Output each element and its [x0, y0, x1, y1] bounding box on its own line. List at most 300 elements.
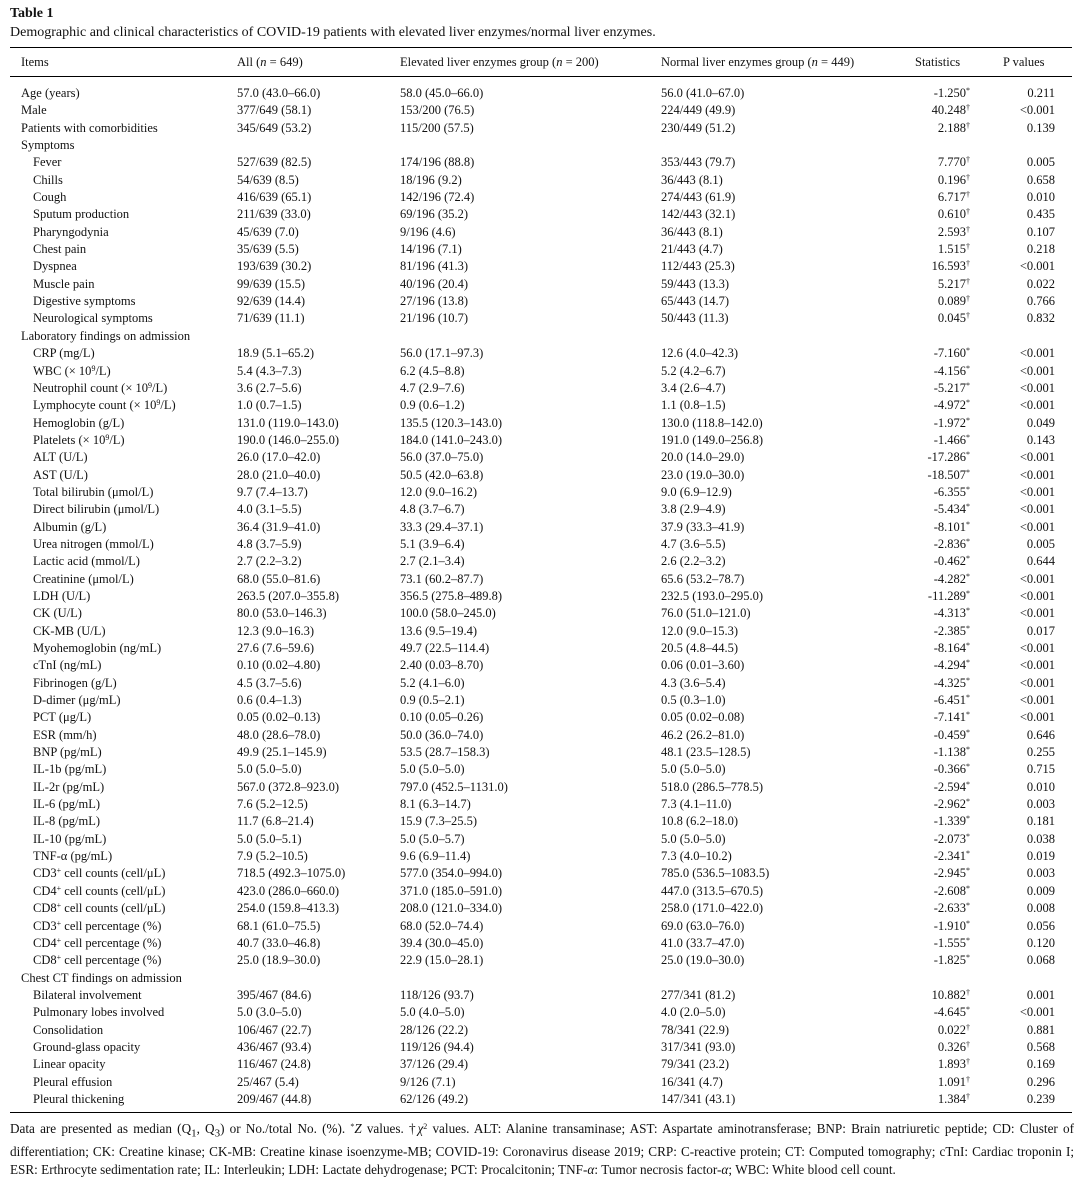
- cell-all: 416/639 (65.1): [237, 190, 312, 205]
- cell-p-value: 0.009: [1026, 883, 1055, 898]
- row-item: CRP (mg/L): [33, 346, 95, 361]
- cell-statistic: -2.945*: [933, 866, 970, 881]
- cell-statistic: -1.339*: [933, 814, 970, 829]
- cell-all: 27.6 (7.6–59.6): [237, 641, 315, 655]
- cell-normal: 5.0 (5.0–5.0): [661, 831, 726, 846]
- cell-p-value: 0.296: [1026, 1074, 1055, 1089]
- table-row: [10, 692, 1072, 709]
- table-row: [10, 865, 1072, 882]
- row-item: Muscle pain: [33, 276, 95, 291]
- cell-normal: 46.2 (26.2–81.0): [661, 727, 745, 742]
- cell-normal: 16/341 (4.7): [661, 1074, 723, 1089]
- row-item: Male: [21, 103, 47, 118]
- table-row: [10, 987, 1072, 1004]
- cell-normal: 230/449 (51.2): [661, 120, 736, 135]
- cell-p-value: 0.010: [1026, 190, 1055, 205]
- cell-statistic: -5.434*: [933, 502, 970, 517]
- cell-p-value: 0.169: [1026, 1057, 1055, 1072]
- row-item: IL-1b (pg/mL): [33, 762, 107, 777]
- cell-normal: 5.2 (4.2–6.7): [661, 363, 726, 378]
- row-item: Chest CT findings on admission: [21, 970, 182, 985]
- cell-elevated: 21/196 (10.7): [400, 311, 469, 326]
- cell-all: 80.0 (53.0–146.3): [237, 606, 327, 621]
- header-normal-group: Normal liver enzymes group (n = 449): [661, 55, 855, 69]
- cell-normal: 9.0 (6.9–12.9): [661, 484, 732, 499]
- table-footnote: Data are presented as median ($Q_1$, $Q_3$) or No./total No. (%). *Z values. $\dagger\chi^2$ values. ALT: Alanine transaminase; AST: Aspartate aminotransferase; BNP: Brain natriuretic peptide; CD: Cluster of differentiation; CK: Creatine kinase; CK-MB: Creatine kinase isoenzyme-MB; COVID-19: Coronavirus disease 2019; CRP: C-reactive protein; CT: Computed tomography; cTnI: Cardiac troponin I; ESR: Erthrocyte sedimentation rate; IL: Interleukin; LDH: Lactate dehydrogenase; PCT: Procalcitonin; TNF-α: Tumor necrosis factor-α; WBC: White blood cell count.: [10, 1121, 1074, 1177]
- cell-elevated: 68.0 (52.0–74.4): [400, 918, 484, 933]
- cell-p-value: 0.646: [1026, 727, 1055, 742]
- cell-p-value: 0.049: [1026, 415, 1055, 430]
- cell-p-value: <0.001: [1019, 606, 1055, 621]
- cell-p-value: <0.001: [1019, 1005, 1055, 1020]
- cell-p-value: 0.003: [1026, 866, 1055, 881]
- cell-statistic: -8.101*: [933, 519, 970, 534]
- table-row: [10, 345, 1072, 362]
- row-item: Myohemoglobin (ng/mL): [33, 641, 162, 655]
- cell-statistic: -0.459*: [933, 727, 970, 742]
- row-item: Fever: [33, 155, 62, 170]
- row-item: Patients with comorbidities: [21, 120, 158, 135]
- cell-elevated: 2.7 (2.1–3.4): [400, 554, 465, 569]
- header-elevated-group: Elevated liver enzymes group (n = 200): [400, 55, 599, 69]
- row-item: IL-2r (pg/mL): [33, 779, 105, 794]
- row-item: CD4+ cell percentage (%): [33, 935, 162, 950]
- cell-normal: 112/443 (25.3): [661, 259, 735, 274]
- row-item: Ground-glass opacity: [33, 1039, 141, 1054]
- cell-elevated: 73.1 (60.2–87.7): [400, 571, 484, 586]
- header-statistics: Statistics: [915, 55, 961, 69]
- row-item: Pharyngodynia: [33, 224, 109, 239]
- row-item: AST (U/L): [33, 467, 88, 482]
- cell-normal: 0.06 (0.01–3.60): [661, 658, 745, 673]
- table-row: [10, 553, 1072, 570]
- row-item: cTnI (ng/mL): [33, 658, 102, 673]
- cell-all: 40.7 (33.0–46.8): [237, 935, 321, 950]
- row-item: Fibrinogen (g/L): [33, 675, 117, 690]
- table-row: [10, 206, 1072, 223]
- cell-statistic: -8.164*: [933, 641, 970, 655]
- cell-all: 131.0 (119.0–143.0): [237, 415, 339, 430]
- cell-p-value: 0.019: [1026, 849, 1055, 864]
- cell-normal: 21/443 (4.7): [661, 242, 723, 257]
- cell-statistic: -1.138*: [933, 745, 970, 760]
- row-item: Lactic acid (mmol/L): [33, 554, 140, 569]
- section-row: [10, 970, 1072, 987]
- cell-all: 116/467 (24.8): [237, 1057, 311, 1072]
- row-item: CK-MB (U/L): [33, 623, 106, 638]
- cell-normal: 317/341 (93.0): [661, 1039, 736, 1054]
- cell-elevated: 208.0 (121.0–334.0): [400, 901, 503, 916]
- cell-statistic: -2.633*: [933, 901, 970, 916]
- cell-normal: 59/443 (13.3): [661, 276, 730, 291]
- cell-statistic: -4.294*: [933, 658, 970, 673]
- row-item: Chills: [33, 172, 63, 187]
- table-row: [10, 1074, 1072, 1091]
- cell-normal: 20.0 (14.0–29.0): [661, 450, 745, 465]
- cell-statistic: 0.089†: [937, 294, 970, 309]
- cell-normal: 79/341 (23.2): [661, 1057, 730, 1072]
- cell-statistic: -6.451*: [933, 693, 970, 708]
- cell-elevated: 50.0 (36.0–74.0): [400, 727, 484, 742]
- row-item: Age (years): [21, 86, 80, 100]
- cell-normal: 69.0 (63.0–76.0): [661, 918, 745, 933]
- cell-p-value: <0.001: [1019, 346, 1055, 361]
- cell-normal: 0.05 (0.02–0.08): [661, 710, 745, 725]
- cell-normal: 7.3 (4.0–10.2): [661, 849, 732, 864]
- cell-all: 395/467 (84.6): [237, 987, 312, 1002]
- table-row: [10, 935, 1072, 952]
- row-item: Bilateral involvement: [33, 987, 142, 1002]
- cell-statistic: -4.325*: [933, 675, 970, 690]
- table-row: [10, 258, 1072, 275]
- cell-elevated: 9/196 (4.6): [400, 224, 456, 239]
- cell-statistic: -17.286*: [927, 450, 970, 465]
- table-row: [10, 727, 1072, 744]
- row-item: CD3+ cell percentage (%): [33, 918, 162, 933]
- cell-elevated: 33.3 (29.4–37.1): [400, 519, 484, 534]
- table-row: [10, 154, 1072, 171]
- bottom-rule: [10, 1112, 1072, 1113]
- row-item: Digestive symptoms: [33, 294, 136, 309]
- cell-statistic: -2.594*: [933, 779, 970, 794]
- cell-p-value: <0.001: [1019, 380, 1055, 395]
- cell-statistic: 1.515†: [937, 242, 970, 257]
- table-row: [10, 484, 1072, 501]
- row-item: BNP (pg/mL): [33, 745, 102, 760]
- row-item: PCT (μg/L): [33, 710, 92, 725]
- cell-normal: 7.3 (4.1–11.0): [661, 797, 732, 812]
- cell-normal: 4.7 (3.6–5.5): [661, 536, 726, 551]
- cell-statistic: -1.250*: [933, 86, 970, 100]
- cell-statistic: 0.045†: [937, 311, 970, 326]
- row-item: CD8+ cell percentage (%): [33, 953, 162, 968]
- cell-elevated: 12.0 (9.0–16.2): [400, 484, 478, 499]
- row-item: Pleural thickening: [33, 1091, 125, 1106]
- cell-elevated: 58.0 (45.0–66.0): [400, 86, 484, 100]
- table-row: [10, 1022, 1072, 1039]
- cell-all: 5.0 (5.0–5.1): [237, 831, 302, 846]
- cell-statistic: 10.882†: [931, 987, 970, 1002]
- cell-p-value: 0.003: [1026, 797, 1055, 812]
- cell-normal: 274/443 (61.9): [661, 190, 736, 205]
- row-item: Neutrophil count (× $10^9/L$): [33, 380, 168, 395]
- row-item: LDH (U/L): [33, 588, 91, 603]
- cell-normal: 4.0 (2.0–5.0): [661, 1005, 726, 1020]
- header-items: Items: [21, 55, 49, 69]
- cell-p-value: 0.181: [1026, 814, 1055, 829]
- cell-normal: 25.0 (19.0–30.0): [661, 953, 745, 968]
- cell-normal: 41.0 (33.7–47.0): [661, 935, 745, 950]
- cell-p-value: 0.010: [1026, 779, 1055, 794]
- cell-statistic: 2.593†: [937, 224, 970, 239]
- row-item: Dyspnea: [33, 259, 77, 274]
- cell-all: 436/467 (93.4): [237, 1039, 312, 1054]
- cell-all: 527/639 (82.5): [237, 155, 312, 170]
- row-item: Total bilirubin (μmol/L): [33, 484, 154, 499]
- row-item: Pulmonary lobes involved: [33, 1005, 165, 1020]
- cell-statistic: -6.355*: [933, 484, 970, 499]
- table-label: Table 1: [10, 6, 54, 21]
- cell-all: 5.4 (4.3–7.3): [237, 363, 302, 378]
- cell-statistic: -1.825*: [933, 953, 970, 968]
- cell-elevated: 135.5 (120.3–143.0): [400, 415, 503, 430]
- cell-elevated: 39.4 (30.0–45.0): [400, 935, 484, 950]
- cell-normal: 5.0 (5.0–5.0): [661, 762, 726, 777]
- cell-elevated: 50.5 (42.0–63.8): [400, 467, 484, 482]
- cell-statistic: -2.962*: [933, 797, 970, 812]
- cell-normal: 56.0 (41.0–67.0): [661, 86, 745, 100]
- cell-statistic: -5.217*: [933, 380, 970, 395]
- cell-statistic: -4.282*: [933, 571, 970, 586]
- table-row: [10, 310, 1072, 327]
- cell-p-value: <0.001: [1019, 363, 1055, 378]
- cell-normal: 65/443 (14.7): [661, 294, 730, 309]
- row-item: ALT (U/L): [33, 450, 88, 465]
- cell-p-value: 0.715: [1026, 762, 1055, 777]
- cell-elevated: 4.7 (2.9–7.6): [400, 380, 465, 395]
- row-item: CD4+ cell counts (cell/μL): [33, 883, 166, 898]
- table-row: [10, 293, 1072, 310]
- cell-elevated: 62/126 (49.2): [400, 1091, 469, 1106]
- table-row: [10, 813, 1072, 830]
- cell-all: 423.0 (286.0–660.0): [237, 883, 340, 898]
- row-item: D-dimer (μg/mL): [33, 693, 121, 708]
- table-caption: Demographic and clinical characteristics of COVID-19 patients with elevated liver enzymes/normal liver enzymes.: [10, 25, 656, 40]
- cell-all: 92/639 (14.4): [237, 294, 306, 309]
- cell-elevated: 14/196 (7.1): [400, 242, 462, 257]
- section-row: [10, 137, 1072, 154]
- row-item: IL-10 (pg/mL): [33, 831, 107, 846]
- table-row: [10, 276, 1072, 293]
- cell-all: 48.0 (28.6–78.0): [237, 727, 321, 742]
- row-item: Creatinine (μmol/L): [33, 571, 134, 586]
- table-row: [10, 102, 1072, 119]
- cell-elevated: 53.5 (28.7–158.3): [400, 745, 490, 760]
- cell-all: 1.0 (0.7–1.5): [237, 398, 302, 413]
- cell-elevated: 15.9 (7.3–25.5): [400, 814, 478, 829]
- cell-all: 5.0 (5.0–5.0): [237, 762, 302, 777]
- cell-elevated: 9.6 (6.9–11.4): [400, 849, 471, 864]
- cell-elevated: 4.8 (3.7–6.7): [400, 502, 465, 517]
- row-item: Pleural effusion: [33, 1074, 113, 1089]
- cell-elevated: 27/196 (13.8): [400, 294, 469, 309]
- cell-statistic: -4.645*: [933, 1005, 970, 1020]
- cell-elevated: 40/196 (20.4): [400, 276, 469, 291]
- row-item: Cough: [33, 190, 67, 205]
- cell-normal: 353/443 (79.7): [661, 155, 736, 170]
- cell-all: 106/467 (22.7): [237, 1022, 312, 1037]
- row-item: Laboratory findings on admission: [21, 328, 191, 343]
- cell-normal: 76.0 (51.0–121.0): [661, 606, 751, 621]
- cell-p-value: 0.568: [1026, 1039, 1055, 1054]
- table-row: [10, 467, 1072, 484]
- cell-all: 2.7 (2.2–3.2): [237, 554, 302, 569]
- cell-normal: 0.5 (0.3–1.0): [661, 693, 726, 708]
- cell-elevated: 9/126 (7.1): [400, 1074, 456, 1089]
- cell-all: 7.6 (5.2–12.5): [237, 797, 308, 812]
- cell-all: 3.6 (2.7–5.6): [237, 380, 302, 395]
- cell-normal: 447.0 (313.5–670.5): [661, 883, 764, 898]
- cell-normal: 518.0 (286.5–778.5): [661, 779, 764, 794]
- cell-p-value: 0.766: [1026, 294, 1055, 309]
- row-item: Chest pain: [33, 242, 87, 257]
- cell-all: 211/639 (33.0): [237, 207, 311, 222]
- cell-statistic: -0.366*: [933, 762, 970, 777]
- cell-p-value: <0.001: [1019, 103, 1055, 118]
- cell-all: 26.0 (17.0–42.0): [237, 450, 321, 465]
- table-row: [10, 519, 1072, 536]
- cell-elevated: 119/126 (94.4): [400, 1039, 474, 1054]
- cell-normal: 20.5 (4.8–44.5): [661, 641, 739, 655]
- header-p-values: P values: [1003, 55, 1045, 69]
- cell-statistic: -4.972*: [933, 398, 970, 413]
- cell-elevated: 5.2 (4.1–6.0): [400, 675, 465, 690]
- cell-normal: 277/341 (81.2): [661, 987, 736, 1002]
- cell-p-value: 0.022: [1026, 276, 1055, 291]
- cell-normal: 10.8 (6.2–18.0): [661, 814, 739, 829]
- cell-p-value: 0.255: [1026, 745, 1055, 760]
- cell-normal: 142/443 (32.1): [661, 207, 736, 222]
- cell-p-value: <0.001: [1019, 259, 1055, 274]
- cell-statistic: 0.022†: [937, 1022, 970, 1037]
- cell-statistic: -1.972*: [933, 415, 970, 430]
- cell-statistic: -18.507*: [927, 467, 970, 482]
- row-item: CD3+ cell counts (cell/μL): [33, 866, 166, 881]
- table-row: [10, 415, 1072, 432]
- cell-elevated: 69/196 (35.2): [400, 207, 469, 222]
- table-body: [10, 85, 1072, 1108]
- table-row: [10, 709, 1072, 726]
- table-row: [10, 952, 1072, 969]
- cell-statistic: -1.466*: [933, 432, 970, 447]
- cell-all: 254.0 (159.8–413.3): [237, 901, 340, 916]
- table-header-row: [10, 55, 1072, 73]
- cell-elevated: 0.10 (0.05–0.26): [400, 710, 484, 725]
- cell-elevated: 5.0 (5.0–5.0): [400, 762, 465, 777]
- cell-elevated: 100.0 (58.0–245.0): [400, 606, 496, 621]
- cell-normal: 65.6 (53.2–78.7): [661, 571, 745, 586]
- cell-normal: 785.0 (536.5–1083.5): [661, 866, 770, 881]
- cell-p-value: 0.017: [1026, 623, 1055, 638]
- cell-elevated: 56.0 (37.0–75.0): [400, 450, 484, 465]
- header-rule: [10, 76, 1072, 77]
- table-row: [10, 1039, 1072, 1056]
- cell-all: 567.0 (372.8–923.0): [237, 779, 340, 794]
- cell-p-value: 0.644: [1026, 554, 1055, 569]
- cell-elevated: 37/126 (29.4): [400, 1057, 469, 1072]
- table-row: [10, 918, 1072, 935]
- row-item: CK (U/L): [33, 606, 82, 621]
- cell-p-value: 0.038: [1026, 831, 1055, 846]
- table-row: [10, 779, 1072, 796]
- row-item: Sputum production: [33, 207, 130, 222]
- cell-all: 25.0 (18.9–30.0): [237, 953, 321, 968]
- table-row: [10, 761, 1072, 778]
- cell-all: 99/639 (15.5): [237, 276, 306, 291]
- row-item: Consolidation: [33, 1022, 104, 1037]
- cell-all: 5.0 (3.0–5.0): [237, 1005, 302, 1020]
- row-item: ESR (mm/h): [33, 727, 97, 742]
- cell-elevated: 356.5 (275.8–489.8): [400, 588, 503, 603]
- cell-elevated: 5.1 (3.9–6.4): [400, 536, 465, 551]
- cell-p-value: 0.143: [1026, 432, 1055, 447]
- row-item: IL-8 (pg/mL): [33, 814, 100, 829]
- cell-elevated: 153/200 (76.5): [400, 103, 475, 118]
- cell-normal: 37.9 (33.3–41.9): [661, 519, 745, 534]
- row-item: Hemoglobin (g/L): [33, 415, 125, 430]
- cell-statistic: 5.217†: [937, 276, 970, 291]
- top-rule: [10, 47, 1072, 48]
- cell-all: 4.0 (3.1–5.5): [237, 502, 302, 517]
- cell-statistic: -7.141*: [933, 710, 970, 725]
- cell-statistic: -4.313*: [933, 606, 970, 621]
- table-row: [10, 536, 1072, 553]
- cell-normal: 12.6 (4.0–42.3): [661, 346, 739, 361]
- table-row: [10, 883, 1072, 900]
- cell-p-value: <0.001: [1019, 502, 1055, 517]
- table-row: [10, 623, 1072, 640]
- row-item: Lymphocyte count (× $10^9/L$): [33, 398, 176, 413]
- cell-p-value: <0.001: [1019, 467, 1055, 482]
- row-item: Urea nitrogen (mmol/L): [33, 536, 154, 551]
- cell-elevated: 22.9 (15.0–28.1): [400, 953, 484, 968]
- cell-all: 345/649 (53.2): [237, 120, 312, 135]
- row-item: WBC (× $10^9/L$): [33, 363, 111, 378]
- cell-elevated: 81/196 (41.3): [400, 259, 469, 274]
- table-row: [10, 172, 1072, 189]
- cell-p-value: <0.001: [1019, 675, 1055, 690]
- cell-normal: 50/443 (11.3): [661, 311, 729, 326]
- cell-statistic: -2.385*: [933, 623, 970, 638]
- table-row: [10, 675, 1072, 692]
- cell-elevated: 115/200 (57.5): [400, 120, 474, 135]
- cell-all: 25/467 (5.4): [237, 1074, 299, 1089]
- cell-all: 377/649 (58.1): [237, 103, 312, 118]
- cell-statistic: 0.610†: [937, 207, 970, 222]
- row-item: Symptoms: [21, 138, 75, 153]
- cell-statistic: -2.608*: [933, 883, 970, 898]
- cell-elevated: 118/126 (93.7): [400, 987, 474, 1002]
- cell-statistic: 2.188†: [937, 120, 970, 135]
- table-row: [10, 501, 1072, 518]
- cell-statistic: 0.196†: [937, 172, 970, 187]
- cell-statistic: 7.770†: [937, 155, 970, 170]
- cell-statistic: -2.836*: [933, 536, 970, 551]
- cell-p-value: 0.239: [1026, 1091, 1055, 1106]
- row-item: Linear opacity: [33, 1057, 106, 1072]
- table-row: [10, 1004, 1072, 1021]
- row-item: TNF-α (pg/mL): [33, 849, 113, 864]
- cell-elevated: 797.0 (452.5–1131.0): [400, 779, 508, 794]
- table-row: [10, 189, 1072, 206]
- cell-statistic: -7.160*: [933, 346, 970, 361]
- cell-all: 0.10 (0.02–4.80): [237, 658, 321, 673]
- cell-elevated: 577.0 (354.0–994.0): [400, 866, 503, 881]
- cell-p-value: 0.120: [1026, 935, 1055, 950]
- cell-p-value: <0.001: [1019, 398, 1055, 413]
- cell-elevated: 184.0 (141.0–243.0): [400, 432, 503, 447]
- cell-elevated: 56.0 (17.1–97.3): [400, 346, 484, 361]
- cell-p-value: 0.107: [1026, 224, 1055, 239]
- cell-p-value: <0.001: [1019, 658, 1055, 673]
- table-row: [10, 831, 1072, 848]
- cell-elevated: 49.7 (22.5–114.4): [400, 641, 490, 655]
- cell-normal: 36/443 (8.1): [661, 224, 723, 239]
- cell-elevated: 5.0 (4.0–5.0): [400, 1005, 465, 1020]
- table-row: [10, 241, 1072, 258]
- cell-statistic: 16.593†: [931, 259, 970, 274]
- cell-elevated: 371.0 (185.0–591.0): [400, 883, 503, 898]
